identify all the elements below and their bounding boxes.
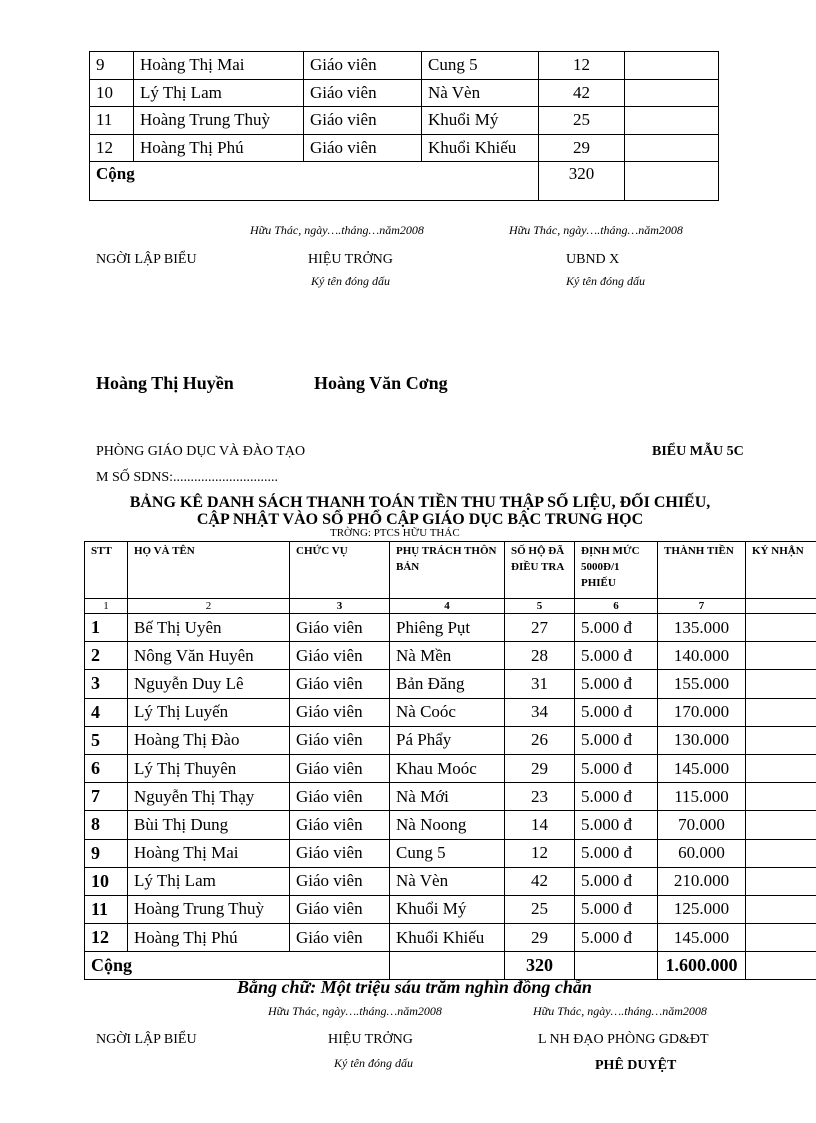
cell-name: Bế Thị Uyên xyxy=(128,614,290,642)
top-total-empty xyxy=(625,162,719,201)
top-cell-position: Giáo viên xyxy=(304,79,422,107)
top-cell-households: 12 xyxy=(539,52,625,80)
cell-name: Hoàng Thị Phú xyxy=(128,924,290,952)
cell-name: Hoàng Trung Thuỳ xyxy=(128,895,290,923)
footer-principal-note: Ký tên đóng dấu xyxy=(334,1056,413,1070)
cell-village: Khuổi Mý xyxy=(390,895,505,923)
cell-position: Giáo viên xyxy=(290,754,390,782)
cell-village: Phiêng Pụt xyxy=(390,614,505,642)
cell-position: Giáo viên xyxy=(290,698,390,726)
footer-approve: PHÊ DUYỆT xyxy=(595,1058,677,1073)
cell-rate: 5.000 đ xyxy=(575,867,658,895)
school-name: TRỜNG: PTCS HỮU THÁC xyxy=(330,527,460,539)
cell-households: 28 xyxy=(505,642,575,670)
sign1-principal-title: HIỆU TRỞNG xyxy=(308,252,393,267)
col-header-signature: KÝ NHẬN xyxy=(746,542,816,599)
page-title-line2: CẬP NHẬT VÀO SỔ PHỔ CẬP GIÁO DỤC BẬC TRUNG HỌC xyxy=(196,511,644,528)
cell-signature xyxy=(746,754,816,782)
cell-name: Lý Thị Lam xyxy=(128,867,290,895)
col-num-7: 7 xyxy=(658,599,746,614)
cell-position: Giáo viên xyxy=(290,811,390,839)
top-cell-village: Khuổi Mý xyxy=(422,107,539,135)
cell-amount: 60.000 xyxy=(658,839,746,867)
cell-village: Nà Mền xyxy=(390,642,505,670)
cell-rate: 5.000 đ xyxy=(575,783,658,811)
payment-table-body xyxy=(85,614,816,952)
top-cell-households: 42 xyxy=(539,79,625,107)
top-cell-households: 25 xyxy=(539,107,625,135)
top-cell-stt: 12 xyxy=(90,134,134,162)
payment-total-empty-3 xyxy=(575,952,658,980)
top-total-label: Cộng xyxy=(90,162,539,201)
top-table-body xyxy=(90,52,719,162)
col-header-name: HỌ VÀ TÊN xyxy=(128,542,290,599)
payment-total-empty-1 xyxy=(290,952,390,980)
cell-households: 29 xyxy=(505,924,575,952)
cell-name: Hoàng Thị Đào xyxy=(128,726,290,754)
cell-households: 31 xyxy=(505,670,575,698)
cell-village: Nà Noong xyxy=(390,811,505,839)
sdns-code: M SỐ SDNS:.............................. xyxy=(96,470,279,485)
cell-name: Hoàng Thị Mai xyxy=(128,839,290,867)
cell-households: 12 xyxy=(505,839,575,867)
cell-stt: 7 xyxy=(85,783,128,811)
top-cell-stt: 11 xyxy=(90,107,134,135)
cell-stt: 4 xyxy=(85,698,128,726)
cell-name: Lý Thị Luyến xyxy=(128,698,290,726)
sign1-principal-name: Hoàng Văn Cơng xyxy=(314,373,448,393)
cell-position: Giáo viên xyxy=(290,895,390,923)
payment-total-row xyxy=(85,952,816,980)
footer-principal-title: HIỆU TRỞNG xyxy=(328,1032,413,1047)
cell-signature xyxy=(746,783,816,811)
table-row xyxy=(85,839,816,867)
amount-in-words: Bằng chữ: Một triệu sáu trăm nghìn đồng chẵn xyxy=(237,977,592,997)
table-row xyxy=(85,783,816,811)
payment-total-households: 320 xyxy=(505,952,575,980)
cell-position: Giáo viên xyxy=(290,642,390,670)
cell-households: 25 xyxy=(505,895,575,923)
footer-date-right: Hữu Thác, ngày….tháng…năm2008 xyxy=(533,1004,707,1018)
top-cell-name: Hoàng Thị Phú xyxy=(134,134,304,162)
top-cell-name: Hoàng Trung Thuỳ xyxy=(134,107,304,135)
payment-total-empty-2 xyxy=(390,952,505,980)
cell-signature xyxy=(746,867,816,895)
table-row xyxy=(85,614,816,642)
cell-stt: 6 xyxy=(85,754,128,782)
cell-households: 34 xyxy=(505,698,575,726)
col-header-households: SỐ HỘ ĐÃ ĐIỀU TRA xyxy=(505,542,575,599)
table-row xyxy=(85,811,816,839)
top-cell-village: Nà Vèn xyxy=(422,79,539,107)
col-header-village: PHỤ TRÁCH THÔN BẢN xyxy=(390,542,505,599)
cell-village: Cung 5 xyxy=(390,839,505,867)
cell-rate: 5.000 đ xyxy=(575,642,658,670)
top-table-row xyxy=(90,134,719,162)
cell-name: Nguyễn Duy Lê xyxy=(128,670,290,698)
cell-name: Nông Văn Huyên xyxy=(128,642,290,670)
top-cell-note xyxy=(625,52,719,80)
cell-village: Nà Vèn xyxy=(390,867,505,895)
cell-stt: 3 xyxy=(85,670,128,698)
top-cell-position: Giáo viên xyxy=(304,134,422,162)
top-cell-village: Khuổi Khiếu xyxy=(422,134,539,162)
cell-village: Nà Mới xyxy=(390,783,505,811)
table-row xyxy=(85,924,816,952)
top-cell-households: 29 xyxy=(539,134,625,162)
cell-signature xyxy=(746,670,816,698)
col-num-5: 5 xyxy=(505,599,575,614)
table-row xyxy=(85,867,816,895)
cell-amount: 145.000 xyxy=(658,924,746,952)
sign1-ubnd-title: UBND X xyxy=(566,252,620,267)
top-cell-village: Cung 5 xyxy=(422,52,539,80)
payment-total-empty-4 xyxy=(746,952,816,980)
sign1-maker-title: NGỜI LẬP BIỂU xyxy=(96,252,197,267)
cell-position: Giáo viên xyxy=(290,670,390,698)
cell-households: 26 xyxy=(505,726,575,754)
cell-households: 42 xyxy=(505,867,575,895)
top-table-total-row xyxy=(90,162,719,201)
payment-table-header xyxy=(85,542,816,599)
table-row xyxy=(85,895,816,923)
col-num-3: 3 xyxy=(290,599,390,614)
cell-rate: 5.000 đ xyxy=(575,670,658,698)
cell-stt: 1 xyxy=(85,614,128,642)
payment-table xyxy=(84,541,816,980)
sign1-principal-note: Ký tên đóng dấu xyxy=(311,274,390,288)
cell-rate: 5.000 đ xyxy=(575,726,658,754)
cell-stt: 8 xyxy=(85,811,128,839)
cell-signature xyxy=(746,726,816,754)
cell-signature xyxy=(746,642,816,670)
cell-amount: 130.000 xyxy=(658,726,746,754)
sign1-ubnd-note: Ký tên đóng dấu xyxy=(566,274,645,288)
col-header-amount: THÀNH TIỀN xyxy=(658,542,746,599)
top-cell-note xyxy=(625,79,719,107)
cell-stt: 10 xyxy=(85,867,128,895)
cell-households: 23 xyxy=(505,783,575,811)
cell-amount: 115.000 xyxy=(658,783,746,811)
cell-amount: 155.000 xyxy=(658,670,746,698)
sign1-date-left: Hữu Thác, ngày….tháng…năm2008 xyxy=(250,223,424,237)
col-num-4: 4 xyxy=(390,599,505,614)
col-header-stt: STT xyxy=(85,542,128,599)
footer-maker-title: NGỜI LẬP BIỂU xyxy=(96,1032,197,1047)
col-num-2: 2 xyxy=(128,599,290,614)
top-cell-stt: 10 xyxy=(90,79,134,107)
cell-amount: 135.000 xyxy=(658,614,746,642)
top-cell-name: Lý Thị Lam xyxy=(134,79,304,107)
footer-date-left: Hữu Thác, ngày….tháng…năm2008 xyxy=(268,1004,442,1018)
cell-position: Giáo viên xyxy=(290,839,390,867)
top-table-row xyxy=(90,79,719,107)
cell-signature xyxy=(746,895,816,923)
cell-rate: 5.000 đ xyxy=(575,895,658,923)
cell-position: Giáo viên xyxy=(290,783,390,811)
cell-position: Giáo viên xyxy=(290,924,390,952)
cell-name: Nguyễn Thị Thạy xyxy=(128,783,290,811)
column-number-row xyxy=(85,599,816,614)
cell-rate: 5.000 đ xyxy=(575,839,658,867)
sign1-maker-name: Hoàng Thị Huyền xyxy=(96,373,234,393)
cell-rate: 5.000 đ xyxy=(575,811,658,839)
top-total-value: 320 xyxy=(539,162,625,201)
payment-total-amount: 1.600.000 xyxy=(658,952,746,980)
cell-village: Khuổi Khiếu xyxy=(390,924,505,952)
cell-stt: 12 xyxy=(85,924,128,952)
cell-name: Lý Thị Thuyên xyxy=(128,754,290,782)
cell-households: 29 xyxy=(505,754,575,782)
cell-amount: 145.000 xyxy=(658,754,746,782)
cell-households: 14 xyxy=(505,811,575,839)
cell-stt: 11 xyxy=(85,895,128,923)
top-cell-note xyxy=(625,107,719,135)
table-row xyxy=(85,670,816,698)
cell-position: Giáo viên xyxy=(290,726,390,754)
cell-name: Bùi Thị Dung xyxy=(128,811,290,839)
top-cell-position: Giáo viên xyxy=(304,107,422,135)
col-header-position: CHỨC VỤ xyxy=(290,542,390,599)
page-title-line1: BẢNG KÊ DANH SÁCH THANH TOÁN TIỀN THU THẬP SỐ LIỆU, ĐỐI CHIẾU, xyxy=(129,494,711,511)
sign1-date-right: Hữu Thác, ngày….tháng…năm2008 xyxy=(509,223,683,237)
table-row xyxy=(85,726,816,754)
cell-signature xyxy=(746,614,816,642)
cell-village: Khau Moóc xyxy=(390,754,505,782)
cell-stt: 5 xyxy=(85,726,128,754)
cell-signature xyxy=(746,839,816,867)
cell-signature xyxy=(746,924,816,952)
footer-leader-title: L NH ĐẠO PHÒNG GD&ĐT xyxy=(538,1032,709,1047)
form-code: BIỂU MẪU 5C xyxy=(652,444,744,459)
cell-rate: 5.000 đ xyxy=(575,698,658,726)
cell-stt: 9 xyxy=(85,839,128,867)
dept-name: PHÒNG GIÁO DỤC VÀ ĐÀO TẠO xyxy=(96,444,306,459)
cell-households: 27 xyxy=(505,614,575,642)
top-cell-stt: 9 xyxy=(90,52,134,80)
col-num-6: 6 xyxy=(575,599,658,614)
cell-rate: 5.000 đ xyxy=(575,614,658,642)
cell-amount: 170.000 xyxy=(658,698,746,726)
col-num-8 xyxy=(746,599,816,614)
top-cell-position: Giáo viên xyxy=(304,52,422,80)
top-cell-name: Hoàng Thị Mai xyxy=(134,52,304,80)
top-table xyxy=(89,51,719,201)
cell-rate: 5.000 đ xyxy=(575,754,658,782)
cell-stt: 2 xyxy=(85,642,128,670)
table-row xyxy=(85,698,816,726)
top-table-row xyxy=(90,107,719,135)
cell-position: Giáo viên xyxy=(290,867,390,895)
cell-amount: 125.000 xyxy=(658,895,746,923)
col-num-1: 1 xyxy=(85,599,128,614)
cell-amount: 70.000 xyxy=(658,811,746,839)
cell-village: Pá Phẩy xyxy=(390,726,505,754)
cell-village: Bản Đăng xyxy=(390,670,505,698)
cell-rate: 5.000 đ xyxy=(575,924,658,952)
payment-total-label: Cộng xyxy=(85,952,290,980)
cell-amount: 210.000 xyxy=(658,867,746,895)
cell-signature xyxy=(746,698,816,726)
table-row xyxy=(85,754,816,782)
col-header-rate: ĐỊNH MỨC 5000Đ/1 PHIẾU xyxy=(575,542,658,599)
cell-amount: 140.000 xyxy=(658,642,746,670)
table-row xyxy=(85,642,816,670)
cell-position: Giáo viên xyxy=(290,614,390,642)
cell-signature xyxy=(746,811,816,839)
top-cell-note xyxy=(625,134,719,162)
top-table-row xyxy=(90,52,719,80)
cell-village: Nà Coóc xyxy=(390,698,505,726)
